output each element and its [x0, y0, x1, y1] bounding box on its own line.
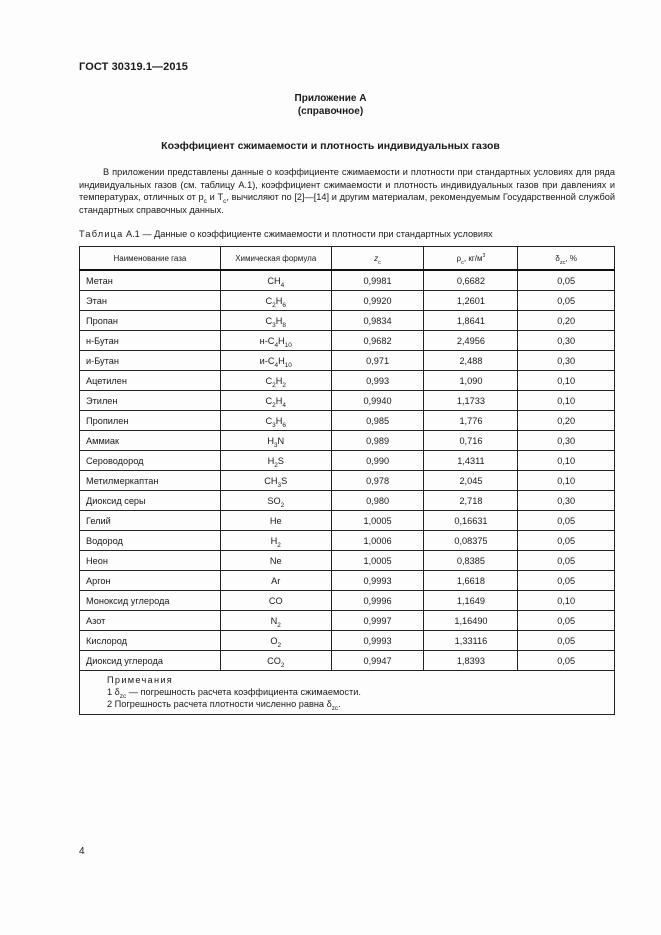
formula-part: He — [269, 515, 282, 526]
cell-formula — [220, 531, 331, 551]
formula-part: C — [265, 295, 273, 306]
cell-formula — [220, 391, 331, 411]
formula-part: CH — [267, 275, 281, 286]
cell-z: 0,9834 — [331, 311, 424, 331]
table-row — [80, 591, 615, 611]
formula-subscript: 4 — [282, 401, 286, 409]
intro-paragraph — [79, 166, 615, 216]
cell-z: 0,9981 — [331, 270, 424, 291]
table-row — [80, 571, 615, 591]
cell-formula — [220, 351, 331, 371]
appendix-label: Приложение А — [294, 93, 367, 104]
notes-title: Примечания — [107, 675, 174, 685]
appendix-heading — [0, 92, 661, 118]
header-z-symbol: z — [374, 253, 379, 263]
header-gas-name: Наименование газа — [80, 247, 221, 271]
formula-subscript: 8 — [282, 321, 286, 329]
formula-subscript: 10 — [284, 341, 292, 349]
cell-gas-name: Неон — [80, 551, 221, 571]
formula-part: и-C — [259, 355, 275, 366]
formula-part: H — [275, 295, 283, 306]
formula-subscript: 2 — [272, 401, 276, 409]
cell-z: 0,9947 — [331, 651, 424, 671]
document-code: ГОСТ 30319.1—2015 — [79, 61, 189, 73]
cell-delta: 0,30 — [518, 331, 615, 351]
page-number: 4 — [79, 846, 85, 857]
pressure-subscript: c — [203, 198, 207, 206]
cell-formula — [220, 511, 331, 531]
cell-density: 2,4956 — [424, 331, 518, 351]
table-row — [80, 391, 615, 411]
cell-z: 0,9920 — [331, 291, 424, 311]
table-row — [80, 291, 615, 311]
note-2 — [107, 698, 614, 710]
formula-part: H — [275, 315, 283, 326]
cell-z: 0,993 — [331, 371, 424, 391]
cell-density: 0,716 — [424, 431, 518, 451]
cell-delta: 0,10 — [518, 451, 615, 471]
cell-z: 0,980 — [331, 491, 424, 511]
cell-z: 0,9996 — [331, 591, 424, 611]
table-row — [80, 331, 615, 351]
formula-part: H — [278, 335, 285, 346]
table-row — [80, 431, 615, 451]
cell-z: 0,989 — [331, 431, 424, 451]
header-delta-symbol: δ — [555, 253, 560, 263]
table-body — [80, 270, 615, 671]
cell-gas-name: Пропан — [80, 311, 221, 331]
header-rho-subscript: c — [461, 259, 464, 266]
table-row — [80, 371, 615, 391]
cell-density: 0,08375 — [424, 531, 518, 551]
cell-delta: 0,05 — [518, 511, 615, 531]
cell-gas-name: Этан — [80, 291, 221, 311]
cell-formula — [220, 431, 331, 451]
cell-density: 1,776 — [424, 411, 518, 431]
cell-formula — [220, 311, 331, 331]
cell-density: 1,4311 — [424, 451, 518, 471]
formula-part: CO — [268, 595, 283, 606]
formula-subscript: 4 — [274, 341, 279, 349]
section-title: Коэффициент сжимаемости и плотность индивидуальных газов — [161, 140, 500, 152]
cell-z: 0,978 — [331, 471, 424, 491]
intro-text-2: , вычисляют по [2]—[14] и другим материалам, рекомендуемым Государственной службой стандартных справочных данных. — [79, 192, 615, 215]
cell-density: 1,1649 — [424, 591, 518, 611]
cell-formula — [220, 331, 331, 351]
cell-gas-name: Метан — [80, 270, 221, 291]
formula-subscript: 3 — [273, 441, 278, 449]
cell-density: 1,1733 — [424, 391, 518, 411]
cell-z: 1,0006 — [331, 531, 424, 551]
header-z — [331, 247, 424, 271]
cell-gas-name: Гелий — [80, 511, 221, 531]
cell-density: 0,16631 — [424, 511, 518, 531]
formula-subscript: 3 — [272, 421, 276, 429]
header-delta — [518, 247, 615, 271]
cell-density: 2,488 — [424, 351, 518, 371]
cell-density: 1,6618 — [424, 571, 518, 591]
formula-subscript: 2 — [272, 381, 276, 389]
cell-density: 1,33116 — [424, 631, 518, 651]
header-delta-subscript: zc — [559, 259, 566, 266]
intro-and: и — [206, 192, 218, 203]
formula-part: S — [277, 455, 284, 466]
cell-gas-name: н-Бутан — [80, 331, 221, 351]
cell-z: 1,0005 — [331, 551, 424, 571]
header-rho-symbol: ρ — [456, 253, 462, 263]
appendix-type: (справочное) — [297, 106, 364, 117]
formula-part: н-C — [259, 335, 275, 346]
formula-part: H — [278, 355, 285, 366]
cell-formula — [220, 371, 331, 391]
cell-delta: 0,30 — [518, 351, 615, 371]
cell-density: 0,6682 — [424, 270, 518, 291]
cell-formula — [220, 631, 331, 651]
cell-delta: 0,10 — [518, 591, 615, 611]
cell-z: 0,9682 — [331, 331, 424, 351]
cell-delta: 0,05 — [518, 291, 615, 311]
cell-gas-name: Пропилен — [80, 411, 221, 431]
note-1-number: 1 — [107, 687, 115, 697]
cell-delta: 0,05 — [518, 531, 615, 551]
cell-z: 0,985 — [331, 411, 424, 431]
cell-gas-name: Моноксид углерода — [80, 591, 221, 611]
cell-formula — [220, 611, 331, 631]
table-row — [80, 651, 615, 671]
cell-delta: 0,30 — [518, 431, 615, 451]
cell-formula — [220, 651, 331, 671]
cell-formula — [220, 491, 331, 511]
cell-formula — [220, 451, 331, 471]
formula-part: C — [265, 395, 273, 406]
formula-part: CO — [267, 655, 281, 666]
cell-delta: 0,10 — [518, 471, 615, 491]
formula-subscript: 3 — [277, 481, 282, 489]
table-caption-label: Таблица — [79, 229, 124, 239]
note-2-subscript: zc — [331, 705, 339, 712]
temperature-symbol: T — [217, 192, 224, 203]
table-row — [80, 551, 615, 571]
table-caption — [79, 229, 493, 239]
cell-z: 0,9993 — [331, 631, 424, 651]
cell-density: 1,8641 — [424, 311, 518, 331]
notes-row — [80, 671, 615, 715]
cell-delta: 0,30 — [518, 491, 615, 511]
table-row — [80, 511, 615, 531]
table-row — [80, 611, 615, 631]
formula-subscript: 4 — [274, 361, 279, 369]
header-density — [424, 247, 518, 271]
formula-subscript: 2 — [280, 501, 285, 509]
table-row — [80, 531, 615, 551]
formula-part: H — [275, 415, 283, 426]
formula-subscript: 6 — [282, 301, 286, 309]
table-row — [80, 311, 615, 331]
formula-subscript: 2 — [277, 641, 282, 649]
cell-z: 0,9993 — [331, 571, 424, 591]
cell-density: 1,8393 — [424, 651, 518, 671]
note-1 — [107, 686, 614, 698]
table-row — [80, 491, 615, 511]
notes-cell — [80, 671, 615, 715]
cell-gas-name: Водород — [80, 531, 221, 551]
header-formula: Химическая формула — [220, 247, 331, 271]
header-z-subscript: c — [378, 259, 381, 266]
formula-part: N — [277, 435, 285, 446]
cell-density: 1,2601 — [424, 291, 518, 311]
temperature-subscript: c — [223, 198, 227, 206]
note-2-text: 2 Погрешность расчета плотности численно равна — [107, 699, 327, 709]
cell-gas-name: Аммиак — [80, 431, 221, 451]
formula-subscript: 2 — [277, 621, 281, 629]
note-1-text: — погрешность расчета коэффициента сжимаемости. — [126, 687, 361, 697]
cell-gas-name: и-Бутан — [80, 351, 221, 371]
cell-formula — [220, 471, 331, 491]
table-row — [80, 631, 615, 651]
formula-subscript: 2 — [280, 661, 285, 669]
formula-part: H — [275, 395, 283, 406]
cell-delta: 0,05 — [518, 270, 615, 291]
cell-formula — [220, 571, 331, 591]
formula-part: CH — [264, 475, 278, 486]
cell-gas-name: Аргон — [80, 571, 221, 591]
formula-part: Ne — [269, 555, 282, 566]
cell-delta: 0,20 — [518, 311, 615, 331]
cell-formula — [220, 591, 331, 611]
formula-part: Ar — [271, 575, 281, 586]
pressure-symbol: p — [198, 192, 204, 203]
formula-subscript: 6 — [282, 421, 286, 429]
header-rho-unit: , кг/м — [463, 253, 483, 263]
formula-part: S — [281, 475, 288, 486]
cell-delta: 0,10 — [518, 391, 615, 411]
formula-part: C — [265, 315, 273, 326]
table-header-row — [80, 247, 615, 271]
note-1-subscript: zc — [119, 693, 127, 700]
table-caption-text: А.1 — Данные о коэффициенте сжимаемости и плотности при стандартных условиях — [126, 229, 493, 239]
cell-formula — [220, 551, 331, 571]
cell-density: 2,045 — [424, 471, 518, 491]
cell-gas-name: Ацетилен — [80, 371, 221, 391]
formula-subscript: 4 — [280, 281, 285, 289]
formula-subscript: 2 — [277, 541, 281, 549]
table-row — [80, 471, 615, 491]
note-1-symbol: δ — [114, 687, 120, 697]
gas-data-table — [79, 246, 615, 715]
cell-gas-name: Азот — [80, 611, 221, 631]
formula-part: SO — [267, 495, 281, 506]
table-row — [80, 351, 615, 371]
note-2-symbol: δ — [326, 699, 332, 709]
cell-formula — [220, 270, 331, 291]
cell-gas-name: Кислород — [80, 631, 221, 651]
cell-gas-name: Этилен — [80, 391, 221, 411]
cell-z: 1,0005 — [331, 511, 424, 531]
cell-delta: 0,05 — [518, 611, 615, 631]
cell-gas-name: Диоксид углерода — [80, 651, 221, 671]
cell-delta: 0,20 — [518, 411, 615, 431]
formula-subscript: 2 — [282, 381, 286, 389]
cell-density: 1,16490 — [424, 611, 518, 631]
formula-part: H — [270, 535, 278, 546]
table-row — [80, 270, 615, 291]
cell-density: 0,8385 — [424, 551, 518, 571]
formula-part: O — [270, 635, 278, 646]
cell-z: 0,9997 — [331, 611, 424, 631]
formula-part: H — [267, 435, 274, 446]
cell-delta: 0,10 — [518, 371, 615, 391]
header-rho-superscript: 3 — [482, 252, 486, 259]
formula-subscript: 10 — [284, 361, 292, 369]
note-2-end: . — [338, 699, 341, 709]
formula-part: C — [265, 375, 273, 386]
formula-subscript: 2 — [272, 301, 276, 309]
formula-subscript: 2 — [274, 461, 278, 469]
table-row — [80, 411, 615, 431]
cell-gas-name: Метилмеркаптан — [80, 471, 221, 491]
cell-z: 0,9940 — [331, 391, 424, 411]
formula-part: N — [270, 615, 278, 626]
cell-density: 2,718 — [424, 491, 518, 511]
intro-text-1: В приложении представлены данные о коэффициенте сжимаемости и плотности при стандартных условиях для ряда индивидуальных газов (см. таблицу А.1), коэффициент сжимаемости и плотность индивидуальных газов при давлениях и температурах, отличных от — [79, 167, 615, 203]
cell-density: 1,090 — [424, 371, 518, 391]
cell-delta: 0,05 — [518, 631, 615, 651]
cell-formula — [220, 291, 331, 311]
cell-gas-name: Сероводород — [80, 451, 221, 471]
cell-z: 0,990 — [331, 451, 424, 471]
formula-subscript: 3 — [272, 321, 276, 329]
formula-part: C — [265, 415, 273, 426]
cell-formula — [220, 411, 331, 431]
formula-part: H — [267, 455, 275, 466]
cell-delta: 0,05 — [518, 651, 615, 671]
table-row — [80, 451, 615, 471]
cell-gas-name: Диоксид серы — [80, 491, 221, 511]
header-delta-unit: , % — [565, 253, 577, 263]
cell-delta: 0,05 — [518, 551, 615, 571]
formula-part: H — [275, 375, 283, 386]
cell-delta: 0,05 — [518, 571, 615, 591]
cell-z: 0,971 — [331, 351, 424, 371]
